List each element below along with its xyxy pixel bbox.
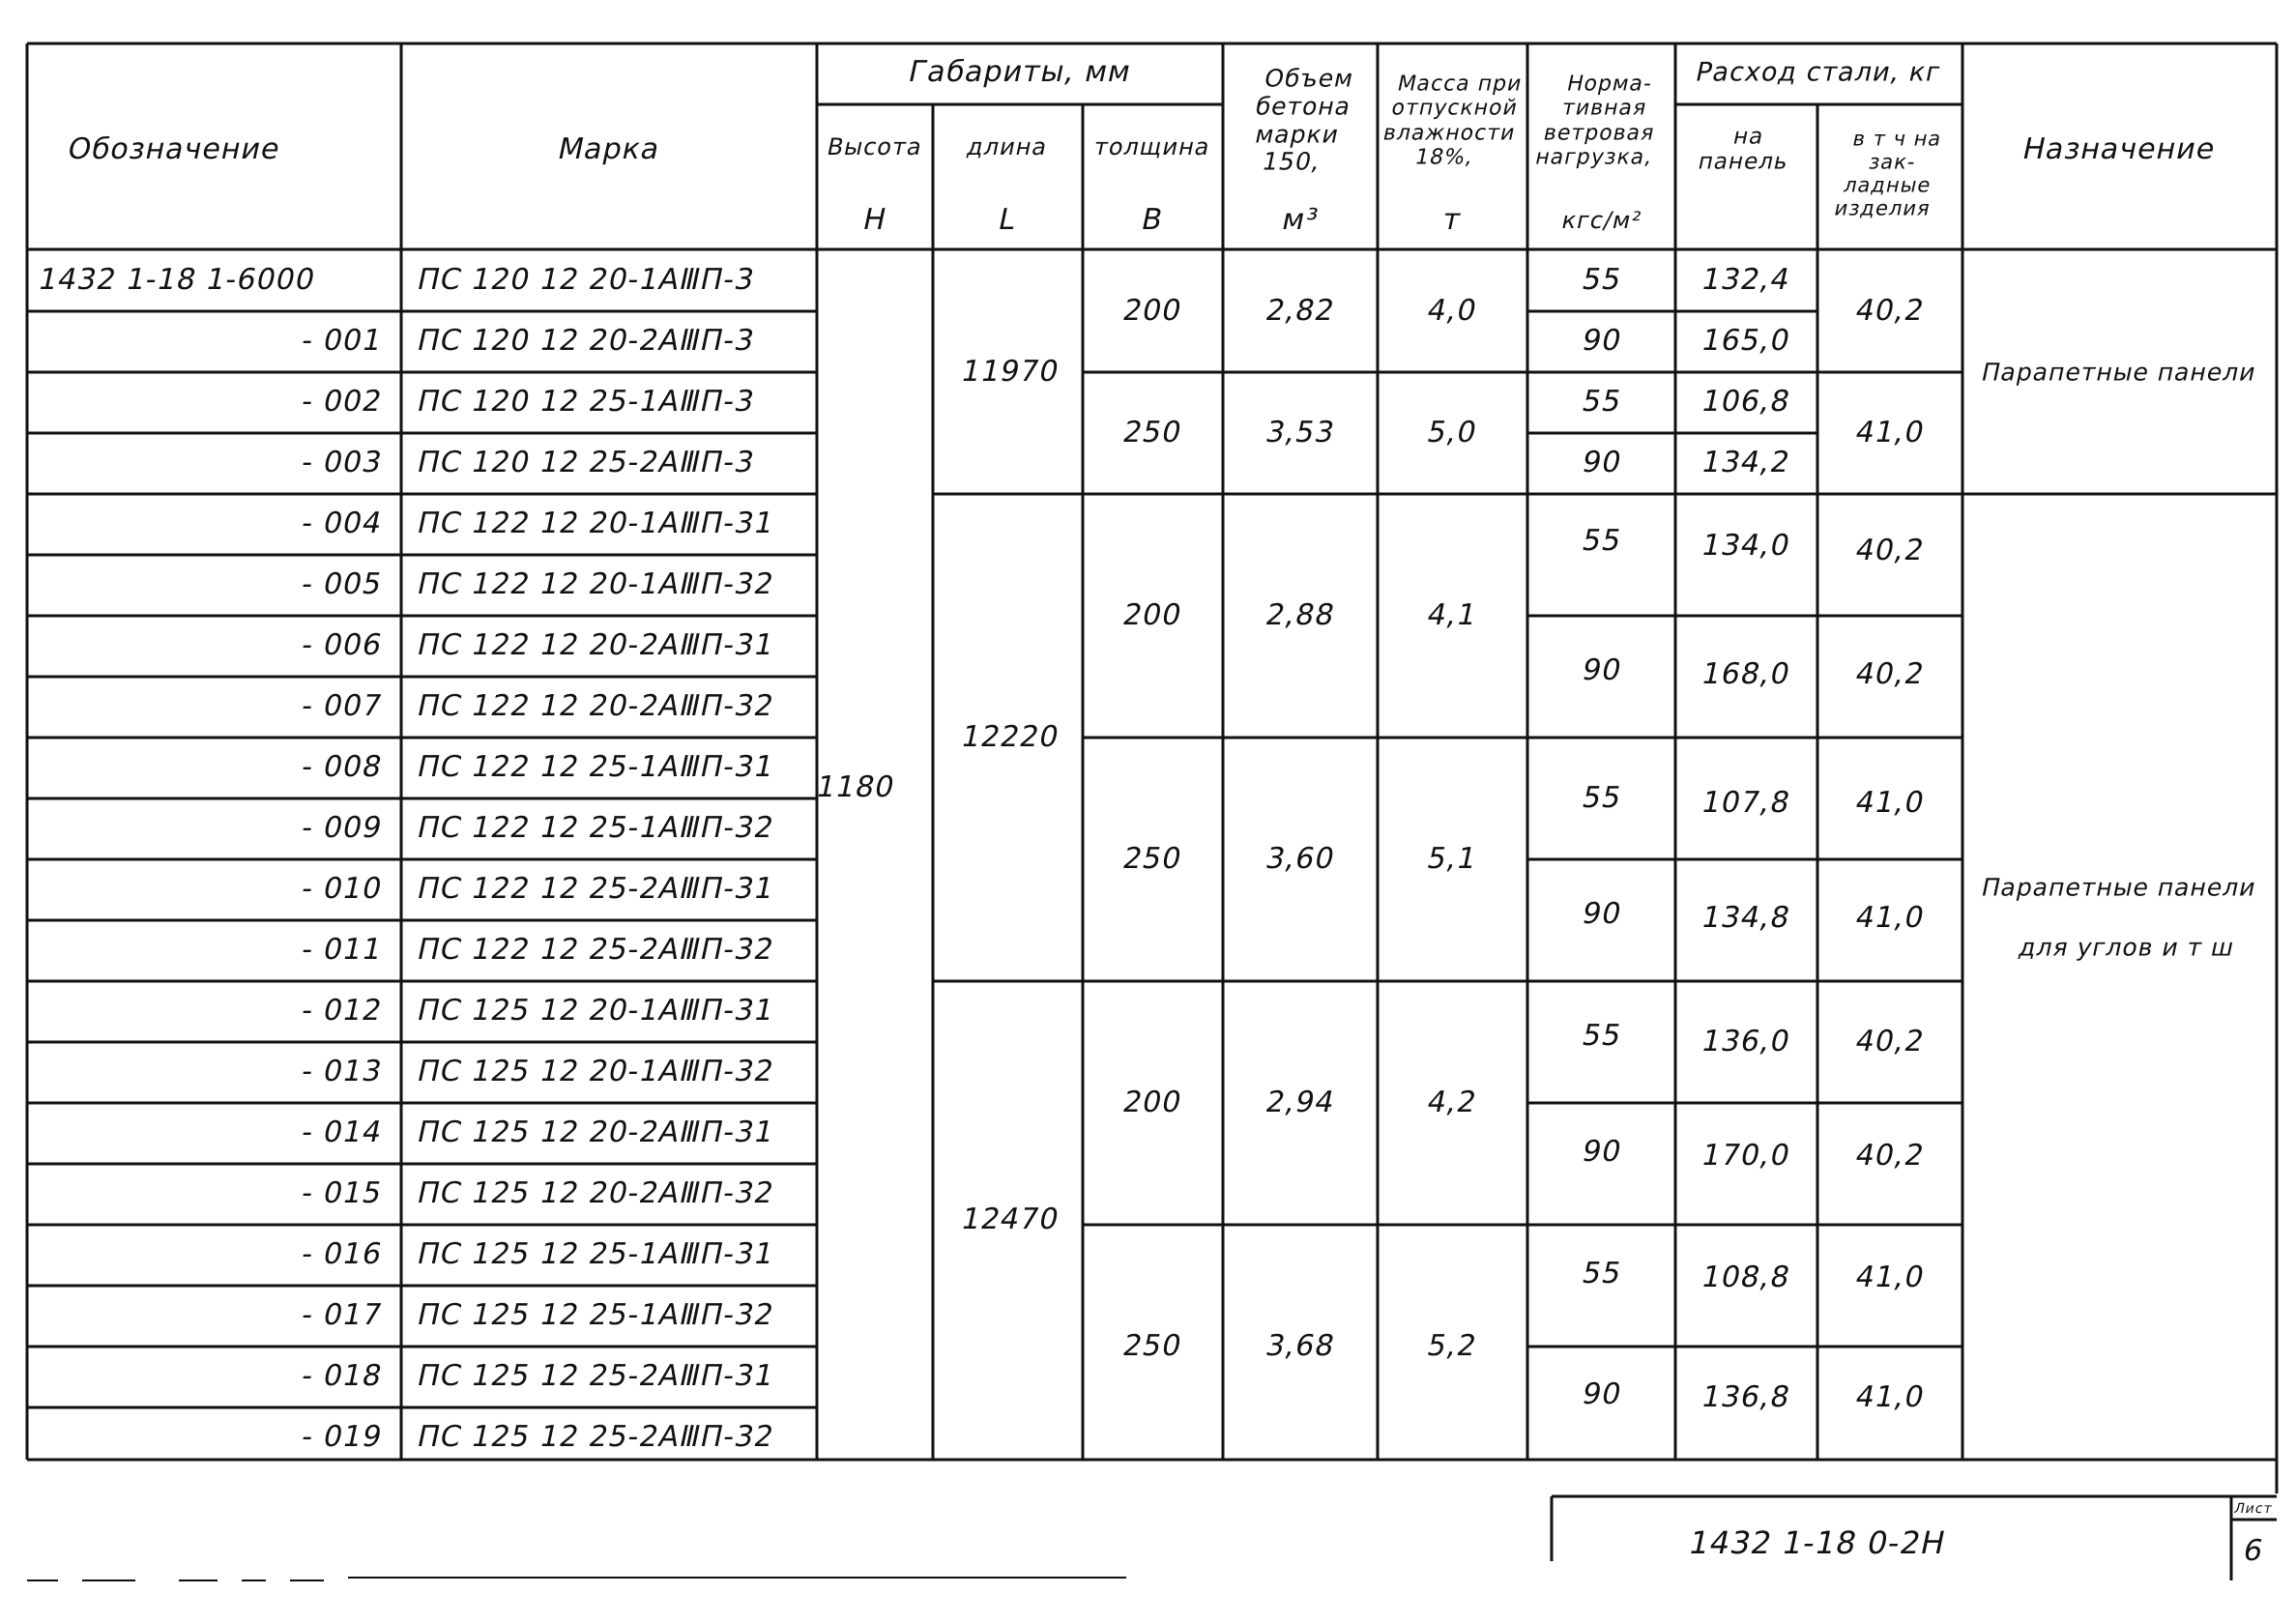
designation-cell: - 019 <box>298 1420 386 1454</box>
mark-cell: ПС 125 12 25-2АⅢП-31 <box>414 1359 778 1393</box>
header-mass-unit: т <box>1439 203 1466 237</box>
thickness-cell: 250 <box>1119 416 1185 449</box>
wind-load-cell: 90 <box>1579 324 1625 358</box>
concrete-volume-cell: 3,53 <box>1262 416 1339 449</box>
header-steel-panel: на панель <box>1696 124 1791 175</box>
steel-panel-cell: 165,0 <box>1698 324 1794 358</box>
steel-embedded-cell: 41,0 <box>1851 901 1929 935</box>
mark-cell: ПС 125 12 20-1АⅢП-32 <box>414 1055 778 1088</box>
designation-cell: - 003 <box>298 446 386 479</box>
designation-cell: - 007 <box>298 689 386 723</box>
wind-load-cell: 55 <box>1579 524 1625 558</box>
steel-panel-cell: 136,0 <box>1698 1025 1794 1058</box>
wind-load-cell: 55 <box>1579 781 1625 815</box>
wind-load-cell: 90 <box>1579 446 1625 479</box>
mark-cell: ПС 122 12 20-2АⅢП-32 <box>414 689 778 723</box>
steel-embedded-cell: 40,2 <box>1851 657 1929 691</box>
concrete-volume-cell: 3,60 <box>1262 842 1339 876</box>
header-concrete-unit: м³ <box>1279 203 1322 237</box>
header-height: Высота <box>825 133 925 160</box>
length-cell: 11970 <box>958 355 1063 389</box>
mark-cell: ПС 120 12 25-1АⅢП-3 <box>414 385 759 419</box>
steel-embedded-cell: 40,2 <box>1851 534 1929 567</box>
designation-cell: - 018 <box>298 1359 386 1393</box>
designation-cell: - 002 <box>298 385 386 419</box>
mark-cell: ПС 122 12 25-1АⅢП-32 <box>414 811 778 845</box>
header-mass: Масса при отпускной влажности 18%, <box>1381 72 1526 170</box>
header-wind-unit: кгс/м² <box>1558 207 1645 234</box>
mark-cell: ПС 125 12 20-1АⅢП-31 <box>414 994 778 1028</box>
header-height-symbol: Н <box>859 203 890 237</box>
purpose-cell: для углов и т ш <box>2016 933 2238 962</box>
steel-embedded-cell: 40,2 <box>1851 1025 1929 1058</box>
header-concrete-volume: Объем бетона марки 150, <box>1252 64 1357 176</box>
designation-cell: - 009 <box>298 811 386 845</box>
concrete-volume-cell: 2,88 <box>1262 598 1339 632</box>
header-length-symbol: L <box>995 203 1020 237</box>
header-mark: Марка <box>554 132 664 166</box>
designation-cell: - 004 <box>298 507 386 540</box>
steel-panel-cell: 132,4 <box>1698 263 1794 297</box>
mark-cell: ПС 125 12 25-1АⅢП-31 <box>414 1237 778 1271</box>
wind-load-cell: 55 <box>1579 385 1625 419</box>
steel-embedded-cell: 40,2 <box>1851 1139 1929 1173</box>
concrete-volume-cell: 2,82 <box>1262 294 1339 328</box>
designation-cell: - 006 <box>298 628 386 662</box>
designation-cell: 1432 1-18 1-6000 <box>35 263 319 297</box>
steel-panel-cell: 108,8 <box>1698 1261 1794 1294</box>
purpose-cell: Парапетные панели <box>1979 873 2259 902</box>
purpose-cell: Парапетные панели <box>1979 358 2259 387</box>
mark-cell: ПС 125 12 25-1АⅢП-32 <box>414 1298 778 1332</box>
wind-load-cell: 55 <box>1579 263 1625 297</box>
document-code: 1432 1-18 0-2Н <box>1685 1524 1950 1561</box>
designation-cell: - 008 <box>298 750 386 784</box>
designation-cell: - 015 <box>298 1176 386 1210</box>
mark-cell: ПС 122 12 25-2АⅢП-32 <box>414 933 778 967</box>
mark-cell: ПС 120 12 25-2АⅢП-3 <box>414 446 759 479</box>
header-steel-embedded: в т ч на зак-ладные изделия <box>1832 127 1945 221</box>
mark-cell: ПС 125 12 25-2АⅢП-32 <box>414 1420 778 1454</box>
wind-load-cell: 55 <box>1579 1019 1625 1053</box>
header-purpose: Назначение <box>2020 132 2220 166</box>
sheet-label: Лист <box>2232 1501 2275 1517</box>
steel-embedded-cell: 40,2 <box>1851 294 1929 328</box>
concrete-volume-cell: 2,94 <box>1262 1086 1339 1119</box>
wind-load-cell: 90 <box>1579 897 1625 931</box>
mass-cell: 4,0 <box>1424 294 1481 328</box>
thickness-cell: 200 <box>1119 294 1185 328</box>
length-cell: 12220 <box>958 720 1063 754</box>
steel-embedded-cell: 41,0 <box>1851 1261 1929 1294</box>
mass-cell: 5,1 <box>1424 842 1481 876</box>
header-length: длина <box>964 133 1051 160</box>
mass-cell: 4,2 <box>1424 1086 1481 1119</box>
mark-cell: ПС 120 12 20-2АⅢП-3 <box>414 324 759 358</box>
thickness-cell: 200 <box>1119 598 1185 632</box>
thickness-cell: 250 <box>1119 842 1185 876</box>
designation-cell: - 010 <box>298 872 386 906</box>
mark-cell: ПС 122 12 20-1АⅢП-32 <box>414 567 778 601</box>
designation-cell: - 001 <box>298 324 386 358</box>
designation-cell: - 016 <box>298 1237 386 1271</box>
steel-panel-cell: 106,8 <box>1698 385 1794 419</box>
thickness-cell: 200 <box>1119 1086 1185 1119</box>
mark-cell: ПС 120 12 20-1АⅢП-3 <box>414 263 759 297</box>
steel-panel-cell: 170,0 <box>1698 1139 1794 1173</box>
wind-load-cell: 90 <box>1579 1135 1625 1169</box>
header-thickness-symbol: В <box>1138 203 1167 237</box>
header-steel: Расход стали, кг <box>1693 57 1944 88</box>
mark-cell: ПС 122 12 20-2АⅢП-31 <box>414 628 778 662</box>
designation-cell: - 013 <box>298 1055 386 1088</box>
steel-panel-cell: 136,8 <box>1698 1380 1794 1414</box>
header-wind-load: Норма-тивная ветровая нагрузка, <box>1532 72 1658 170</box>
thickness-cell: 250 <box>1119 1329 1185 1363</box>
designation-cell: - 005 <box>298 567 386 601</box>
header-thickness: толщина <box>1091 133 1213 160</box>
designation-cell: - 012 <box>298 994 386 1028</box>
steel-panel-cell: 107,8 <box>1698 786 1794 820</box>
sheet-number: 6 <box>2240 1534 2267 1568</box>
steel-embedded-cell: 41,0 <box>1851 786 1929 820</box>
steel-panel-cell: 134,8 <box>1698 901 1794 935</box>
steel-panel-cell: 134,0 <box>1698 529 1794 563</box>
mark-cell: ПС 122 12 25-2АⅢП-31 <box>414 872 778 906</box>
steel-panel-cell: 134,2 <box>1698 446 1794 479</box>
wind-load-cell: 55 <box>1579 1257 1625 1290</box>
length-cell: 12470 <box>958 1203 1063 1236</box>
designation-cell: - 014 <box>298 1116 386 1149</box>
designation-cell: - 017 <box>298 1298 386 1332</box>
steel-panel-cell: 168,0 <box>1698 657 1794 691</box>
wind-load-cell: 90 <box>1579 1377 1625 1411</box>
designation-cell: - 011 <box>298 933 386 967</box>
mark-cell: ПС 125 12 20-2АⅢП-31 <box>414 1116 778 1149</box>
mark-cell: ПС 122 12 25-1АⅢП-31 <box>414 750 778 784</box>
steel-embedded-cell: 41,0 <box>1851 416 1929 449</box>
mark-cell: ПС 122 12 20-1АⅢП-31 <box>414 507 778 540</box>
height-cell: 1180 <box>813 770 899 804</box>
mass-cell: 5,2 <box>1424 1329 1481 1363</box>
concrete-volume-cell: 3,68 <box>1262 1329 1339 1363</box>
wind-load-cell: 90 <box>1579 653 1625 687</box>
mass-cell: 5,0 <box>1424 416 1481 449</box>
mark-cell: ПС 125 12 20-2АⅢП-32 <box>414 1176 778 1210</box>
header-designation: Обозначение <box>64 132 284 166</box>
header-dimensions: Габариты, мм <box>905 55 1135 89</box>
mass-cell: 4,1 <box>1424 598 1481 632</box>
steel-embedded-cell: 41,0 <box>1851 1380 1929 1414</box>
